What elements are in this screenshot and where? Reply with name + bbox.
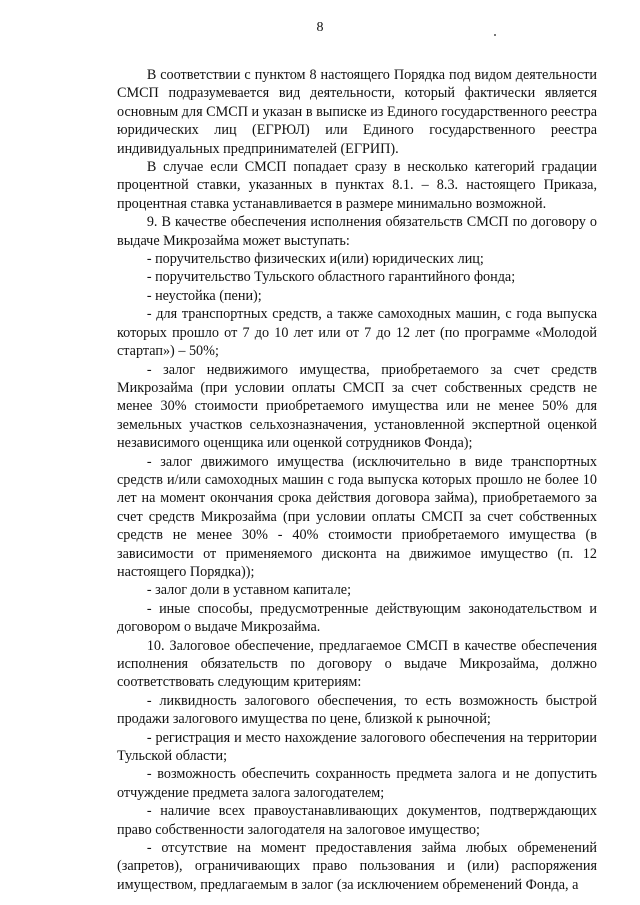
list-item: - залог недвижимого имущества, приобретаемого за счет средств Микрозайма (при условии оплаты СМСП за счет собственных средств не менее 30% стоимости приобретаемого имущества или не менее 50% для земельных участков сельхозназначения, установленной экспертной оценкой независимого оценщика или оценкой сотрудников Фонда); bbox=[117, 361, 597, 452]
scan-mark bbox=[494, 34, 496, 36]
page-number: 8 bbox=[316, 20, 324, 35]
list-item: - поручительство Тульского областного гарантийного фонда; bbox=[146, 269, 516, 286]
list-item: - залог доли в уставном капитале; bbox=[146, 582, 352, 599]
list-item: - наличие всех правоустанавливающих документов, подтверждающих право собственности залогодателя на залоговое имущество; bbox=[117, 803, 597, 838]
list-item: - поручительство физических и(или) юридических лиц; bbox=[146, 251, 484, 268]
document-body bbox=[117, 66, 597, 894]
list-item: - возможность обеспечить сохранность предмета залога и не допустить отчуждение предмета залога залогодателем; bbox=[117, 766, 597, 801]
list-item: - для транспортных средств, а также самоходных машин, с года выпуска которых прошло от 7 до 10 лет или от 7 до 12 лет (по программе «Молодой стартап») – 50%; bbox=[117, 306, 597, 360]
list-item: - регистрация и место нахождение залогового обеспечения на территории Тульской области; bbox=[117, 729, 597, 765]
list-item: - неустойка (пени); bbox=[146, 287, 262, 304]
list-item: - залог движимого имущества (исключительно в виде транспортных средств и/или самоходных машин с года выпуска которых прошло не более 10 лет на момент окончания срока действия договора займа), приобретаемого за счет средств Микрозайма (при условии оплаты СМСП за счет собственных средств не менее 30% - 40% стоимости приобретаемого имущества (в зависимости от применяемого дисконта на движимое имущество (п. 12 настоящего Порядка)); bbox=[117, 453, 597, 580]
list-item: - отсутствие на момент предоставления займа любых обременений (запретов), ограничивающих право пользования и (или) распоряжения имуществом, предлагаемым в залог (за исключением обременений Фонда, а bbox=[117, 840, 597, 893]
paragraph-section-9: 9. В качестве обеспечения исполнения обязательств СМСП по договору о выдаче Микрозайма может выступать: bbox=[117, 214, 597, 249]
list-item: - иные способы, предусмотренные действующим законодательством и договором о выдаче Микрозайма. bbox=[117, 600, 597, 636]
paragraph-activity-type: В соответствии с пунктом 8 настоящего Порядка под видом деятельности СМСП подразумевается вид деятельности, который фактически является основным для СМСП и указан в выписке из Единого государственного реестра юридических лиц (ЕГРЮЛ) или Единого государственного реестра индивидуальных предпринимателей (ЕГРИП). bbox=[117, 67, 597, 157]
paragraph-section-10: 10. Залоговое обеспечение, предлагаемое СМСП в качестве обеспечения исполнения обязательств по договору о выдаче Микрозайма, должно соответствовать следующим критериям: bbox=[117, 637, 597, 691]
paragraph-rate-categories: В случае если СМСП попадает сразу в несколько категорий градации процентной ставки, указанных в пунктах 8.1. – 8.3. настоящего Приказа, процентная ставка устанавливается в размере минимально возможной. bbox=[117, 159, 597, 212]
list-item: - ликвидность залогового обеспечения, то есть возможность быстрой продажи залогового имущества по цене, близкой к рыночной; bbox=[117, 692, 597, 728]
